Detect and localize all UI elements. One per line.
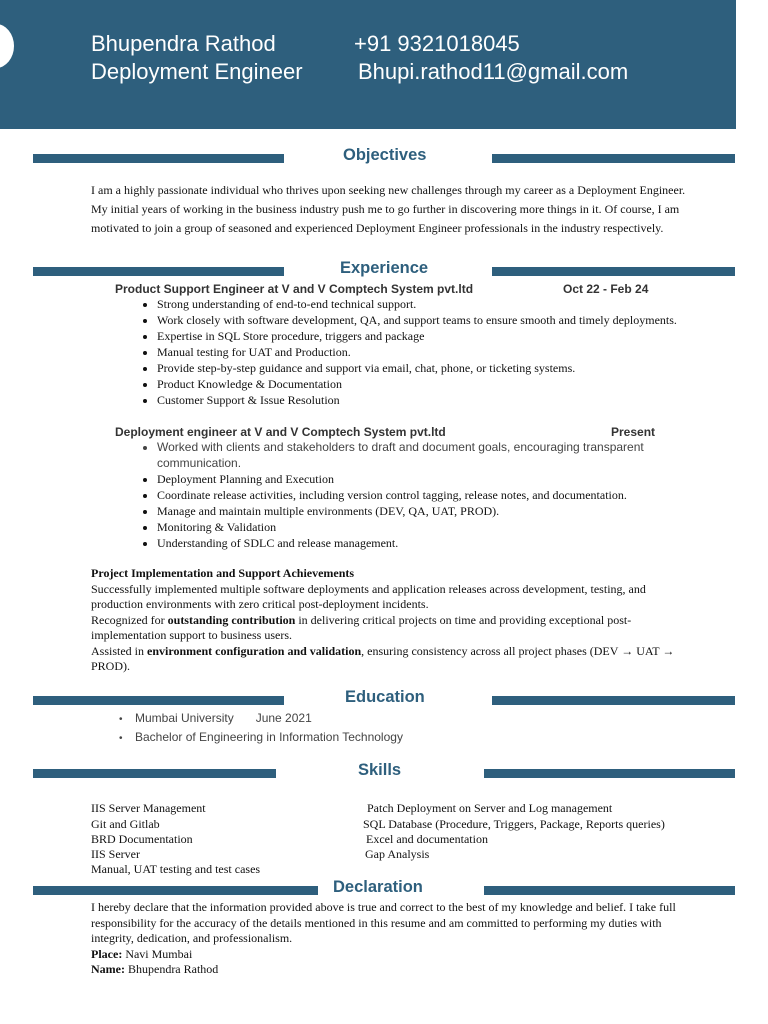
list-item: • Expertise in SQL Store procedure, triggers and package: [157, 329, 697, 345]
declaration-heading: [0, 880, 768, 900]
emphasis: outstanding contribution: [167, 612, 296, 627]
list-item: • Manual testing for UAT and Production.: [157, 345, 697, 361]
education-date: June 2021: [255, 711, 312, 725]
bullet-icon: •: [119, 714, 123, 725]
job-bullets: [135, 297, 697, 409]
emphasis: environment configuration and validation: [147, 643, 362, 658]
declaration-text: [91, 900, 691, 978]
education-item: [119, 730, 403, 744]
experience-heading: [0, 261, 768, 281]
text: Assisted in: [91, 643, 148, 658]
text: in delivering critical projects on time and providing exceptional post-implementation support to business users.: [91, 612, 632, 642]
section-label: Experience: [340, 259, 429, 277]
list-item: • Work closely with software development, QA, and support teams to ensure smooth and timely deployments.: [157, 313, 697, 329]
list-item: • Provide step-by-step guidance and support via email, chat, phone, or ticketing systems.: [157, 361, 697, 377]
skills-heading: [0, 763, 768, 783]
list-item: • Monitoring & Validation: [157, 520, 697, 536]
achievement-item: [91, 613, 691, 644]
divider: [33, 769, 276, 778]
text: , ensuring consistency across all project phases (DEV → UAT → PROD).: [91, 643, 675, 673]
list-item: • Understanding of SDLC and release management.: [157, 536, 697, 552]
degree: Bachelor of Engineering in Information Technology: [135, 730, 403, 744]
avatar: [0, 24, 14, 68]
divider: [33, 886, 318, 895]
skill-item: BRD Documentation: [91, 832, 193, 846]
candidate-phone: +91 9321018045: [354, 31, 520, 56]
job-bullets: [135, 440, 697, 552]
place-value: Navi Mumbai: [125, 946, 193, 961]
text: Recognized for: [91, 612, 168, 627]
section-label: Objectives: [343, 146, 427, 164]
candidate-email: Bhupi.rathod11@gmail.com: [358, 59, 629, 84]
section-label: Declaration: [333, 878, 423, 896]
list-item: • Product Knowledge & Documentation: [157, 377, 697, 393]
declaration-name: [91, 962, 691, 978]
list-item: • Worked with clients and stakeholders to draft and document goals, encouraging transparent communication.: [157, 440, 697, 471]
declaration-statement: I hereby declare that the information provided above is true and correct to the best of my knowledge and belief. I take full responsibility for the accuracy of the details mentioned in this resume and am committed to performing my duties with integrity, dedication, and professionalism.: [91, 900, 676, 945]
divider: [33, 696, 284, 705]
name-value: Bhupendra Rathod: [127, 962, 219, 976]
skill-item: Manual, UAT testing and test cases: [91, 862, 261, 876]
list-item: • Manage and maintain multiple environments (DEV, QA, UAT, PROD).: [157, 504, 697, 520]
skill-item: Git and Gitlab: [91, 817, 160, 831]
section-label: Skills: [358, 761, 402, 779]
resume-header: [0, 0, 736, 129]
bullet-icon: •: [119, 733, 123, 744]
job-period: Oct 22 - Feb 24: [563, 282, 649, 296]
skill-item: Gap Analysis: [365, 847, 430, 861]
skill-item: Patch Deployment on Server and Log management: [367, 801, 613, 815]
achievements: [91, 566, 691, 675]
divider: [492, 696, 735, 705]
divider: [492, 154, 735, 163]
education-item: [119, 711, 312, 725]
job-title: Product Support Engineer at V and V Comptech System pvt.ltd: [115, 282, 474, 296]
divider: [492, 267, 735, 276]
job-period: Present: [611, 425, 656, 439]
objectives-text: I am a highly passionate individual who thrives upon seeking new challenges through my career as a Deployment Engineer. My initial years of working in the business industry push me to go further in discovering more things in it. Of course, I am motivated to join a group of seasoned and experienced Deployment Engineer professionals in the industry respectively.: [91, 183, 686, 235]
place-label: Place:: [91, 946, 123, 961]
education-heading: [0, 690, 768, 710]
candidate-role: Deployment Engineer: [91, 59, 303, 84]
achievements-heading: Project Implementation and Support Achievements: [91, 566, 355, 580]
section-label: Education: [345, 688, 425, 706]
divider: [33, 154, 284, 163]
declaration-place: [91, 947, 691, 963]
list-item: • Deployment Planning and Execution: [157, 472, 697, 488]
name-label: Name:: [91, 962, 125, 976]
achievement-item: [91, 644, 691, 675]
divider: [33, 267, 284, 276]
divider: [484, 769, 735, 778]
skill-item: IIS Server: [91, 847, 140, 861]
achievement-item: Successfully implemented multiple software deployments and application releases across development, testing, and production environments with zero critical post-deployment incidents.: [91, 581, 646, 611]
divider: [484, 886, 735, 895]
skill-item: Excel and documentation: [366, 832, 488, 846]
skill-item: SQL Database (Procedure, Triggers, Package, Reports queries): [363, 817, 665, 831]
list-item: • Customer Support & Issue Resolution: [157, 393, 697, 409]
institution: Mumbai University: [135, 711, 234, 725]
list-item: • Coordinate release activities, including version control tagging, release notes, and documentation.: [157, 488, 697, 504]
skill-item: IIS Server Management: [91, 801, 206, 815]
candidate-name: Bhupendra Rathod: [91, 31, 276, 56]
job-title: Deployment engineer at V and V Comptech System pvt.ltd: [115, 425, 446, 439]
list-item: • Strong understanding of end-to-end technical support.: [157, 297, 697, 313]
objectives-heading: [0, 148, 768, 168]
